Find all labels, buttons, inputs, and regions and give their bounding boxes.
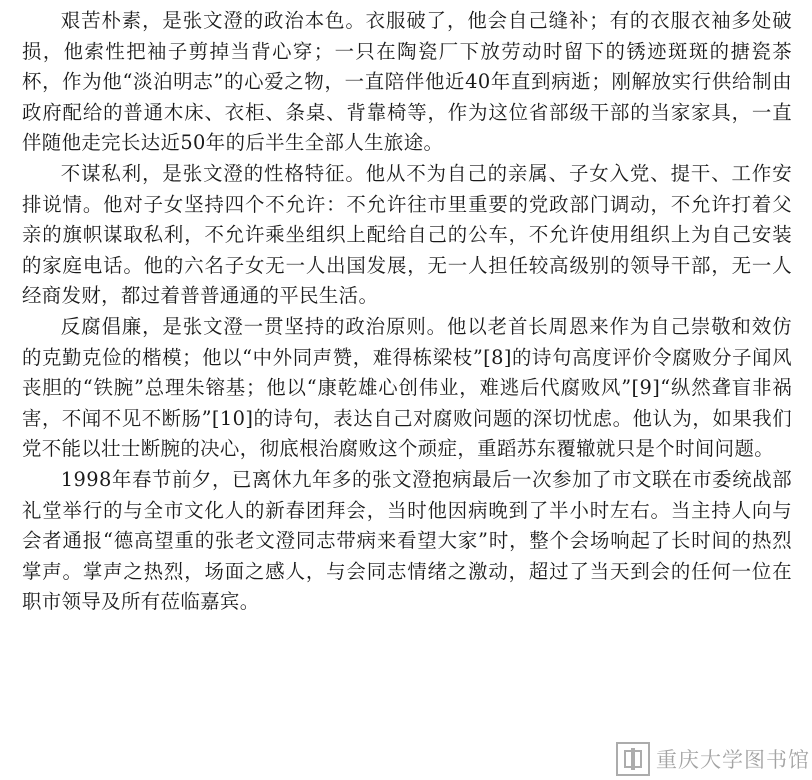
paragraph-anti-corruption: 反腐倡廉，是张文澄一贯坚持的政治原则。他以老首长周恩来作为自己崇敬和效仿的克勤克俭的楷模；他以“中外同声赞，难得栋梁枝”[8]的诗句高度评价令腐败分子闻风丧胆的“铁腕”总理朱镕基；他以“康乾雄心创伟业，难逃后代腐败风”[9]“纵然聋盲非祸害，不闻不见不断肠”[10]的诗句，表达自己对腐败问题的深切忧虑。他认为，如果我们党不能以壮士断腕的决心，彻底根治腐败这个顽症，重蹈苏东覆辙就只是个时间问题。 bbox=[22, 314, 792, 461]
paragraph-frugality: 艰苦朴素，是张文澄的政治本色。衣服破了，他会自己缝补；有的衣服衣袖多处破损，他索性把袖子剪掉当背心穿；一只在陶瓷厂下放劳动时留下的锈迹斑斑的搪瓷茶杯，作为他“淡泊明志”的心爱之物，一直陪伴他近40年直到病逝；刚解放实行供给制由政府配给的普通木床、衣柜、条桌、背靠椅等，作为这位省部级干部的当家家具，一直伴随他走完长达近50年的后半生全部人生旅途。 bbox=[22, 9, 792, 155]
library-watermark bbox=[616, 742, 810, 776]
library-logo-icon bbox=[616, 742, 650, 776]
watermark-text: 重庆大学图书馆 bbox=[656, 748, 810, 772]
paragraph-no-self-interest: 不谋私利，是张文澄的性格特征。他从不为自己的亲属、子女入党、提干、工作安排说情。他对子女坚持四个不允许：不允许往市里重要的党政部门调动，不允许打着父亲的旗帜谋取私利，不允许乘坐组织上配给自己的公车，不允许使用组织上为自己安装的家庭电话。他的六名子女无一人出国发展，无一人担任较高级别的领导干部，无一人经商发财，都过着普普通通的平民生活。 bbox=[22, 161, 792, 308]
paragraph-new-year-gathering: 1998年春节前夕，已离休九年多的张文澄抱病最后一次参加了市文联在市委统战部礼堂举行的与全市文化人的新春团拜会，当时他因病晚到了半小时左右。当主持人向与会者通报“德高望重的张老文澄同志带病来看望大家”时，整个会场响起了长时间的热烈掌声。掌声之热烈，场面之感人，与会同志情绪之激动，超过了当天到会的任何一位在职市领导及所有莅临嘉宾。 bbox=[22, 467, 792, 614]
